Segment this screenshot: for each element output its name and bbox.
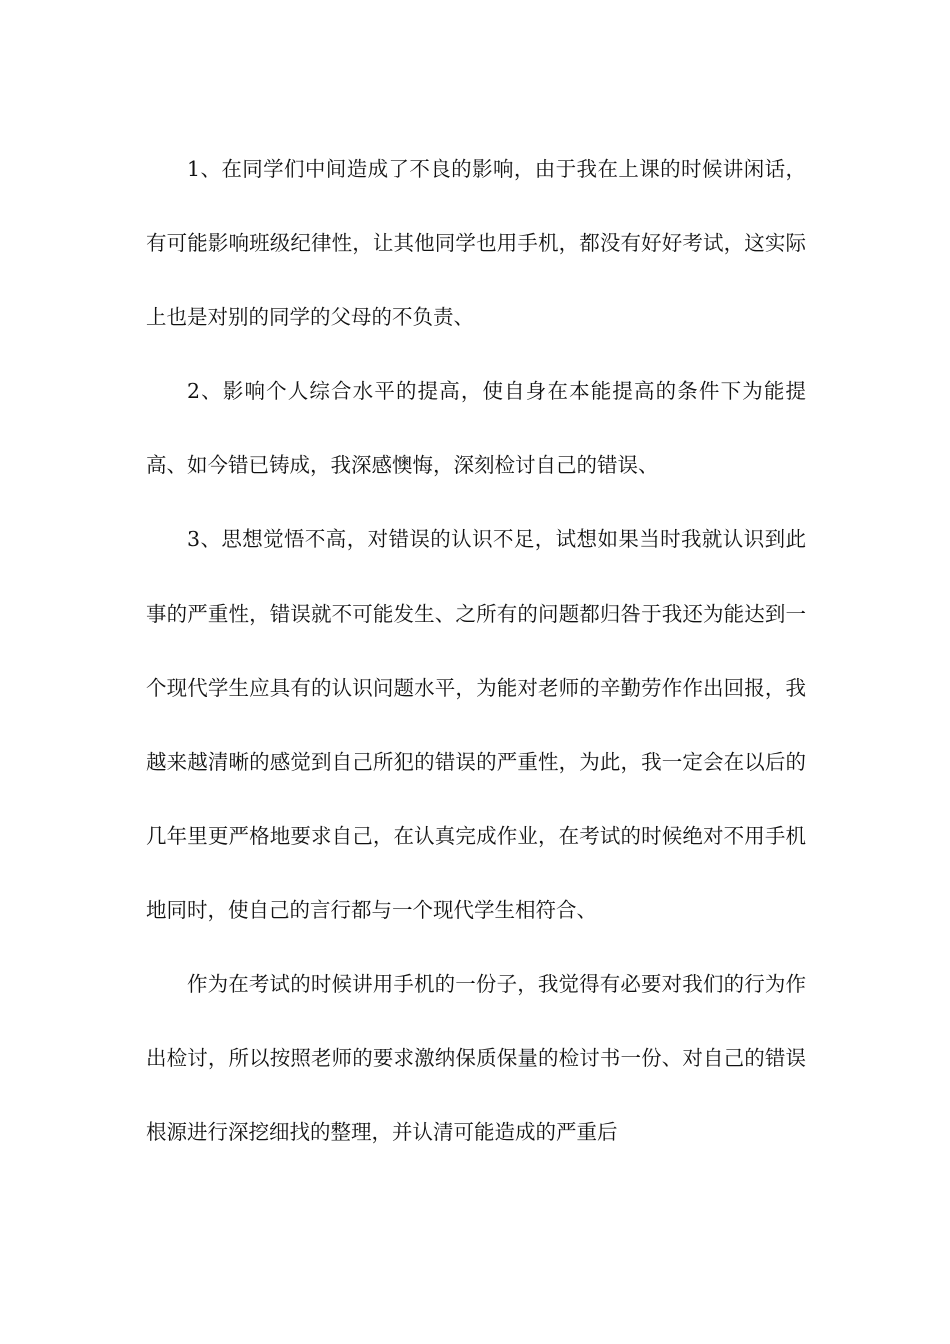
paragraph-3: 3、思想觉悟不高，对错误的认识不足，试想如果当时我就认识到此事的严重性，错误就不可能发生、之所有的问题都归咎于我还为能达到一个现代学生应具有的认识问题水平，为能对老师的辛勤劳作作出回报，我越来越清晰的感觉到自己所犯的错误的严重性，为此，我一定会在以后的几年里更严格地要求自己，在认真完成作业，在考试的时候绝对不用手机地同时，使自己的言行都与一个现代学生相符合、: [146, 527, 806, 922]
paragraph-1: 1、在同学们中间造成了不良的影响，由于我在上课的时候讲闲话，有可能影响班级纪律性，让其他同学也用手机，都没有好好考试，这实际上也是对别的同学的父母的不负责、: [146, 157, 806, 330]
document-body: [146, 132, 806, 1169]
paragraph-2: 2、影响个人综合水平的提高，使自身在本能提高的条件下为能提高、如今错已铸成，我深感懊悔，深刻检讨自己的错误、: [146, 379, 806, 478]
paragraph-4: 作为在考试的时候讲用手机的一份子，我觉得有必要对我们的行为作出检讨，所以按照老师的要求激纳保质保量的检讨书一份、对自己的错误根源进行深挖细找的整理，并认清可能造成的严重后: [146, 972, 806, 1145]
